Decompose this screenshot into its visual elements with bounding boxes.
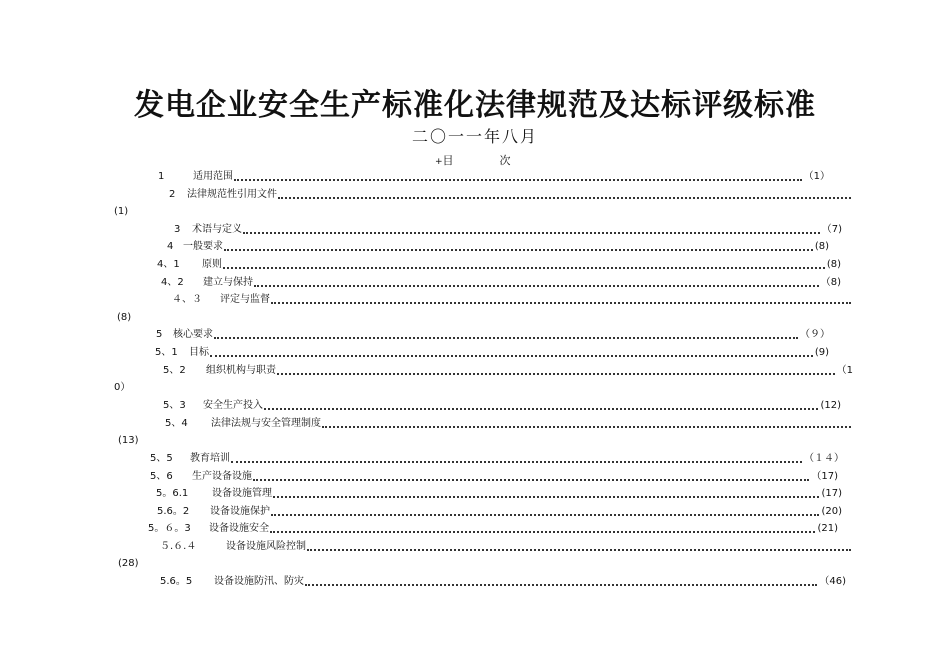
toc-number: 5、3 (163, 400, 186, 411)
toc-row-10[interactable] (163, 364, 853, 378)
toc-page-continued: (1) (114, 206, 129, 217)
toc-page: (17) (821, 488, 842, 499)
toc-page: （46) (819, 576, 846, 587)
toc-text: 生产设备设施 (192, 471, 252, 482)
toc-row-14[interactable] (150, 470, 838, 484)
toc-row-3[interactable] (174, 223, 842, 237)
toc-number: 5.6。2 (157, 506, 190, 517)
toc-row-15[interactable] (156, 487, 842, 501)
toc-text: 设备设施保护 (210, 506, 270, 517)
toc-leader (264, 396, 818, 410)
toc-text: 目标 (189, 347, 209, 358)
toc-page: (9) (814, 347, 829, 358)
toc-text: 术语与定义 (192, 224, 242, 235)
toc-number: 4、2 (161, 277, 184, 288)
toc-leader (231, 449, 802, 463)
toc-number: ４、３ (172, 294, 202, 305)
toc-page-continued: (8) (117, 312, 132, 323)
toc-number: 2 (169, 189, 176, 200)
toc-number: 5、1 (155, 347, 178, 358)
toc-page-continued: (13) (118, 435, 139, 446)
toc-number: ５.６.４ (160, 541, 197, 552)
toc-text: 设备设施管理 (212, 488, 272, 499)
toc-leader (271, 290, 851, 304)
toc-row-5[interactable] (157, 258, 841, 272)
toc-row-12[interactable] (165, 417, 853, 431)
toc-page: （8) (820, 277, 841, 288)
toc-row-4[interactable] (167, 240, 829, 254)
toc-row-7[interactable] (172, 293, 853, 307)
toc-number: 5、2 (163, 365, 186, 376)
toc-leader (234, 167, 802, 181)
toc-number: 5、5 (150, 453, 173, 464)
toc-text: 一般要求 (183, 241, 223, 252)
toc-page: （7) (821, 224, 842, 235)
toc-leader (210, 343, 813, 357)
toc-heading-ci: 次 (499, 154, 511, 167)
toc-text: 核心要求 (173, 329, 213, 340)
toc-text: 法律规范性引用文件 (187, 189, 277, 200)
toc-leader (322, 414, 851, 428)
toc-row-19[interactable] (160, 575, 846, 589)
toc-row-18[interactable] (160, 540, 853, 554)
toc-row-9[interactable] (155, 346, 829, 360)
toc-page: (21) (817, 523, 838, 534)
toc-text: 法律法规与安全管理制度 (211, 418, 321, 429)
toc-text: 原则 (202, 259, 222, 270)
toc-leader (243, 220, 820, 234)
toc-number: 5、4 (165, 418, 188, 429)
toc-leader (305, 572, 817, 586)
toc-text: 教育培训 (190, 453, 230, 464)
toc-page: （1） (803, 171, 830, 182)
toc-leader (307, 537, 851, 551)
toc-page: （１４） (804, 453, 844, 464)
toc-text: 评定与监督 (220, 294, 270, 305)
toc-number: 5、6 (150, 471, 173, 482)
toc-number: 4 (167, 241, 174, 252)
toc-leader (253, 467, 809, 481)
toc-page: (12) (820, 400, 841, 411)
toc-number: 3 (174, 224, 181, 235)
toc-text: 设备设施防汛、防灾 (214, 576, 304, 587)
toc-row-11[interactable] (163, 399, 841, 413)
toc-leader (214, 325, 798, 339)
toc-heading (435, 152, 511, 168)
toc-row-13[interactable] (150, 452, 844, 466)
toc-leader (278, 185, 851, 199)
toc-heading-mark: + (435, 157, 443, 167)
toc-leader (273, 484, 819, 498)
toc-row-2[interactable] (169, 188, 853, 202)
toc-text: 设备设施安全 (209, 523, 269, 534)
toc-text: 建立与保持 (203, 277, 253, 288)
toc-heading-mu: 目 (442, 154, 454, 167)
toc-row-17[interactable] (148, 522, 838, 536)
toc-number: 5 (156, 329, 163, 340)
toc-row-1[interactable] (158, 170, 830, 184)
toc-text: 适用范围 (193, 171, 233, 182)
toc-page-continued: 0） (114, 382, 131, 393)
toc-page: （９） (800, 329, 830, 340)
document-title: 发电企业安全生产标准化法律规范及达标评级标准 (134, 88, 816, 123)
toc-text: 组织机构与职责 (206, 365, 276, 376)
toc-text: 安全生产投入 (203, 400, 263, 411)
toc-page: (8) (814, 241, 829, 252)
toc-page: (8) (826, 259, 841, 270)
toc-leader (270, 519, 815, 533)
toc-row-8[interactable] (156, 328, 830, 342)
toc-leader (271, 502, 819, 516)
toc-number: 1 (158, 171, 165, 182)
toc-row-16[interactable] (157, 505, 842, 519)
toc-page: (20) (821, 506, 842, 517)
toc-text: 设备设施风险控制 (226, 541, 306, 552)
toc-number: 4、1 (157, 259, 180, 270)
toc-number: 5。6.1 (156, 488, 189, 499)
toc-number: 5。６。3 (148, 523, 191, 534)
toc-row-6[interactable] (161, 276, 841, 290)
toc-leader (223, 255, 825, 269)
toc-page-continued: (28) (118, 558, 139, 569)
toc-leader (224, 237, 813, 251)
document-date: 二〇一一年八月 (411, 127, 538, 146)
toc-leader (254, 273, 819, 287)
toc-page: （1 (836, 365, 853, 376)
toc-leader (277, 361, 835, 375)
toc-number: 5.6。5 (160, 576, 193, 587)
toc-page: （17) (811, 471, 838, 482)
